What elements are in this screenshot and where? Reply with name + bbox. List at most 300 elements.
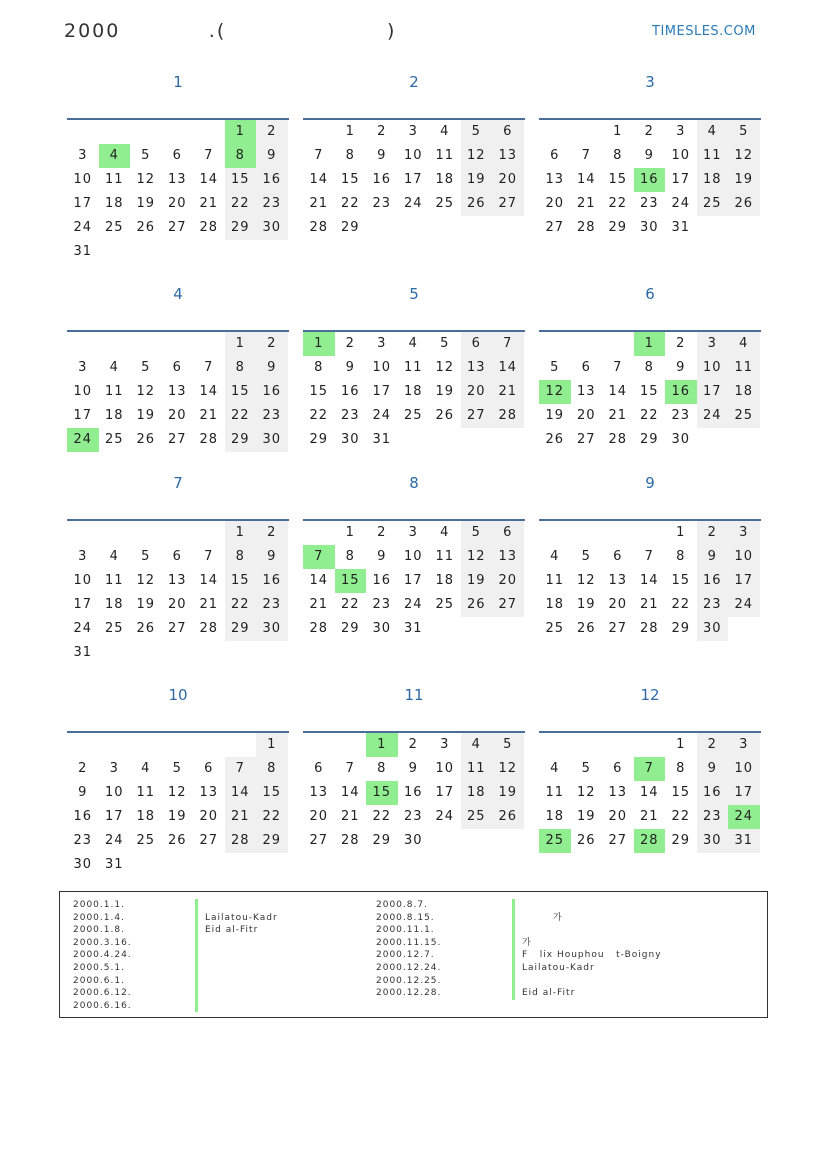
day-cell: 24: [403, 196, 423, 211]
month-table: [303, 731, 525, 853]
day-cell: 20: [492, 569, 524, 593]
empty-day-cell: [366, 216, 398, 240]
day-cell: 2: [644, 124, 654, 139]
empty-day-cell: [162, 120, 194, 144]
day-cell: 30: [372, 621, 392, 636]
holiday-name: [205, 962, 278, 975]
empty-day-cell: [225, 853, 257, 877]
day-cell: 3: [728, 733, 760, 757]
day-cell: 20: [461, 380, 493, 404]
day-cell: 22: [225, 192, 257, 216]
day-cell: 17: [728, 781, 760, 805]
day-cell: 20: [608, 597, 628, 612]
day-cell: 29: [340, 220, 360, 235]
week-row: [303, 569, 525, 593]
day-cell: 15: [639, 384, 659, 399]
day-cell: 2: [256, 332, 288, 356]
day-cell: 30: [697, 617, 729, 641]
day-cell: 26: [461, 593, 493, 617]
day-cell: 9: [377, 148, 387, 163]
week-row: [67, 733, 289, 757]
day-cell: 3: [78, 148, 88, 163]
day-cell: 11: [545, 785, 565, 800]
day-cell: 2: [697, 733, 729, 757]
day-cell: 17: [435, 785, 455, 800]
day-cell: 1: [225, 332, 257, 356]
week-row: [539, 617, 761, 641]
day-cell: 21: [309, 597, 329, 612]
day-cell: 30: [256, 428, 288, 452]
day-cell: 6: [172, 360, 182, 375]
week-row: [539, 168, 761, 192]
day-cell: 22: [225, 404, 257, 428]
day-cell: 16: [256, 168, 288, 192]
day-cell: 25: [435, 597, 455, 612]
day-cell: 13: [167, 172, 187, 187]
day-cell: 22: [256, 805, 288, 829]
day-cell: 10: [73, 384, 93, 399]
day-cell: 21: [492, 380, 524, 404]
day-cell: 21: [199, 597, 219, 612]
day-cell: 28: [340, 833, 360, 848]
day-cell: 10: [403, 148, 423, 163]
day-cell: 11: [104, 384, 124, 399]
holiday-name: F lix Houphou t-Boigny: [522, 950, 662, 961]
day-cell: 15: [256, 781, 288, 805]
month-table: [67, 330, 289, 452]
day-cell: 15: [671, 573, 691, 588]
day-cell: 30: [256, 216, 288, 240]
week-row: [539, 216, 761, 240]
day-cell: 22: [608, 196, 628, 211]
day-cell: 30: [671, 432, 691, 447]
week-row: [303, 380, 525, 404]
day-cell: 3: [697, 332, 729, 356]
holiday-date: 2000.12.25.: [376, 975, 442, 986]
day-cell: 18: [728, 380, 760, 404]
day-cell: 7: [204, 549, 214, 564]
holiday-date: 2000.1.8.: [73, 925, 125, 936]
day-cell: 2: [78, 761, 88, 776]
day-cell: 21: [576, 196, 596, 211]
empty-day-cell: [492, 829, 524, 853]
day-cell: 21: [225, 805, 257, 829]
week-row: [303, 428, 525, 452]
month-11: [303, 686, 525, 848]
day-cell: 17: [73, 196, 93, 211]
day-cell: 11: [545, 573, 565, 588]
day-cell: 17: [728, 569, 760, 593]
holiday-date: 2000.6.1.: [73, 975, 125, 986]
empty-day-cell: [571, 332, 603, 356]
day-cell: 18: [545, 809, 565, 824]
empty-day-cell: [193, 641, 225, 665]
day-cell: 22: [372, 809, 392, 824]
holiday-day-cell: 8: [225, 144, 257, 168]
day-cell: 16: [372, 172, 392, 187]
day-cell: 29: [608, 220, 628, 235]
holiday-date: 2000.3.16.: [73, 937, 132, 948]
holiday-date: 2000.8.7.: [376, 900, 428, 910]
holiday-day-cell: 24: [728, 805, 760, 829]
day-cell: 9: [408, 761, 418, 776]
holiday-name: [205, 937, 278, 950]
holiday-date: 2000.1.4.: [73, 912, 125, 923]
day-cell: 20: [167, 597, 187, 612]
month-title: 7: [173, 474, 183, 492]
holiday-day-cell: 4: [99, 144, 131, 168]
day-cell: 8: [256, 757, 288, 781]
day-cell: 5: [141, 549, 151, 564]
day-cell: 16: [372, 573, 392, 588]
day-cell: 19: [576, 809, 596, 824]
empty-day-cell: [130, 733, 162, 757]
day-cell: 19: [461, 168, 493, 192]
empty-day-cell: [728, 428, 760, 452]
day-cell: 22: [671, 597, 691, 612]
day-cell: 22: [340, 597, 360, 612]
day-cell: 15: [340, 172, 360, 187]
day-cell: 26: [461, 192, 493, 216]
day-cell: 14: [492, 356, 524, 380]
holiday-day-cell: 12: [539, 380, 571, 404]
day-cell: 5: [728, 120, 760, 144]
empty-day-cell: [162, 641, 194, 665]
empty-day-cell: [728, 617, 760, 641]
day-cell: 8: [345, 549, 355, 564]
day-cell: 7: [492, 332, 524, 356]
day-cell: 12: [435, 360, 455, 375]
month-table: [303, 330, 525, 452]
day-cell: 20: [492, 168, 524, 192]
day-cell: 30: [340, 432, 360, 447]
day-cell: 11: [104, 172, 124, 187]
day-cell: 6: [314, 761, 324, 776]
day-cell: 27: [492, 192, 524, 216]
day-cell: 14: [199, 573, 219, 588]
day-cell: 11: [728, 356, 760, 380]
day-cell: 28: [576, 220, 596, 235]
day-cell: 20: [167, 196, 187, 211]
holiday-date: 2000.6.12.: [73, 988, 132, 999]
day-cell: 27: [167, 432, 187, 447]
holiday-day-cell: 16: [665, 380, 697, 404]
empty-day-cell: [130, 240, 162, 264]
day-cell: 2: [377, 124, 387, 139]
week-row: [67, 356, 289, 380]
day-cell: 18: [697, 168, 729, 192]
day-cell: 23: [256, 593, 288, 617]
week-row: [67, 617, 289, 641]
week-row: [539, 428, 761, 452]
month-title: 12: [640, 686, 660, 704]
day-cell: 14: [608, 384, 628, 399]
month-4: [67, 285, 289, 447]
week-row: [67, 192, 289, 216]
day-cell: 30: [403, 833, 423, 848]
day-cell: 29: [309, 432, 329, 447]
week-row: [67, 829, 289, 853]
day-cell: 18: [435, 172, 455, 187]
day-cell: 10: [372, 360, 392, 375]
day-cell: 19: [461, 569, 493, 593]
day-cell: 6: [492, 120, 524, 144]
week-row: [539, 120, 761, 144]
day-cell: 17: [104, 809, 124, 824]
day-cell: 21: [608, 408, 628, 423]
week-row: [67, 545, 289, 569]
day-cell: 23: [256, 404, 288, 428]
day-cell: 23: [697, 805, 729, 829]
day-cell: 15: [309, 384, 329, 399]
week-row: [539, 332, 761, 356]
day-cell: 14: [199, 384, 219, 399]
day-cell: 10: [728, 545, 760, 569]
day-cell: 25: [545, 621, 565, 636]
day-cell: 14: [576, 172, 596, 187]
empty-day-cell: [130, 641, 162, 665]
day-cell: 3: [408, 525, 418, 540]
holiday-name: Eid al-Fitr: [522, 988, 576, 999]
day-cell: 27: [545, 220, 565, 235]
empty-day-cell: [67, 332, 99, 356]
month-title: 3: [645, 73, 655, 91]
day-cell: 6: [613, 761, 623, 776]
week-row: [67, 380, 289, 404]
month-5: [303, 285, 525, 447]
day-cell: 24: [73, 621, 93, 636]
empty-day-cell: [162, 853, 194, 877]
empty-day-cell: [256, 853, 288, 877]
day-cell: 9: [377, 549, 387, 564]
day-cell: 18: [403, 384, 423, 399]
empty-day-cell: [225, 641, 257, 665]
day-cell: 28: [608, 432, 628, 447]
day-cell: 11: [461, 757, 493, 781]
day-cell: 10: [73, 172, 93, 187]
holiday-name: [205, 949, 278, 962]
empty-day-cell: [99, 332, 131, 356]
empty-day-cell: [162, 240, 194, 264]
holiday-date: 2000.11.1.: [376, 925, 435, 936]
day-cell: 7: [644, 549, 654, 564]
day-cell: 24: [697, 404, 729, 428]
holiday-name: [205, 899, 278, 912]
day-cell: 8: [225, 356, 257, 380]
day-cell: 17: [73, 597, 93, 612]
day-cell: 7: [204, 148, 214, 163]
day-cell: 5: [461, 521, 493, 545]
day-cell: 23: [372, 196, 392, 211]
day-cell: 10: [403, 549, 423, 564]
month-10: [67, 686, 289, 872]
day-cell: 29: [671, 833, 691, 848]
day-cell: 23: [639, 196, 659, 211]
day-cell: 14: [639, 573, 659, 588]
day-cell: 5: [581, 761, 591, 776]
day-cell: 20: [199, 809, 219, 824]
day-cell: 25: [697, 192, 729, 216]
day-cell: 2: [345, 336, 355, 351]
day-cell: 20: [608, 809, 628, 824]
week-row: [303, 168, 525, 192]
empty-day-cell: [429, 428, 461, 452]
day-cell: 4: [109, 549, 119, 564]
day-cell: 10: [435, 761, 455, 776]
empty-day-cell: [193, 733, 225, 757]
day-cell: 14: [199, 172, 219, 187]
day-cell: 8: [644, 360, 654, 375]
week-row: [539, 380, 761, 404]
empty-day-cell: [697, 428, 729, 452]
day-cell: 23: [340, 408, 360, 423]
empty-day-cell: [539, 120, 571, 144]
day-cell: 12: [136, 573, 156, 588]
week-row: [303, 805, 525, 829]
day-cell: 3: [440, 737, 450, 752]
holiday-name: Eid al-Fitr: [205, 925, 259, 936]
day-cell: 7: [225, 757, 257, 781]
day-cell: 15: [225, 380, 257, 404]
day-cell: 15: [671, 785, 691, 800]
day-cell: 29: [225, 428, 257, 452]
week-row: [303, 192, 525, 216]
week-row: [539, 521, 761, 545]
empty-day-cell: [571, 120, 603, 144]
day-cell: 4: [440, 124, 450, 139]
day-cell: 4: [550, 761, 560, 776]
empty-day-cell: [193, 332, 225, 356]
day-cell: 13: [167, 384, 187, 399]
day-cell: 23: [697, 593, 729, 617]
empty-day-cell: [461, 617, 493, 641]
day-cell: 28: [199, 220, 219, 235]
day-cell: 20: [309, 809, 329, 824]
holiday-name: Lailatou-Kadr: [205, 912, 278, 923]
month-8: [303, 474, 525, 636]
day-cell: 18: [545, 597, 565, 612]
day-cell: 15: [225, 569, 257, 593]
day-cell: 16: [73, 809, 93, 824]
day-cell: 18: [461, 781, 493, 805]
empty-day-cell: [492, 428, 524, 452]
day-cell: 27: [608, 621, 628, 636]
day-cell: 11: [403, 360, 423, 375]
day-cell: 5: [492, 733, 524, 757]
day-cell: 21: [199, 408, 219, 423]
day-cell: 13: [608, 785, 628, 800]
day-cell: 18: [104, 408, 124, 423]
empty-day-cell: [193, 120, 225, 144]
day-cell: 6: [172, 549, 182, 564]
day-cell: 22: [225, 593, 257, 617]
holiday-list: [59, 891, 768, 1018]
day-cell: 12: [728, 144, 760, 168]
day-cell: 1: [345, 525, 355, 540]
day-cell: 1: [256, 733, 288, 757]
day-cell: 4: [461, 733, 493, 757]
empty-day-cell: [256, 240, 288, 264]
day-cell: 19: [136, 408, 156, 423]
day-cell: 26: [136, 621, 156, 636]
day-cell: 21: [199, 196, 219, 211]
holiday-marker-left: [195, 899, 198, 1012]
day-cell: 22: [309, 408, 329, 423]
day-cell: 25: [728, 404, 760, 428]
holiday-day-cell: 15: [335, 569, 367, 593]
week-row: [303, 829, 525, 853]
empty-day-cell: [99, 641, 131, 665]
day-cell: 7: [314, 148, 324, 163]
site-logo[interactable]: TIMESLES.COM: [652, 24, 756, 39]
month-title: 11: [404, 686, 424, 704]
holiday-date: 2000.6.16.: [73, 1000, 132, 1011]
day-cell: 17: [697, 380, 729, 404]
month-table: [67, 519, 289, 665]
month-table: [303, 519, 525, 641]
day-cell: 13: [167, 573, 187, 588]
day-cell: 30: [73, 857, 93, 872]
day-cell: 13: [199, 785, 219, 800]
day-cell: 13: [461, 356, 493, 380]
day-cell: 30: [256, 617, 288, 641]
day-cell: 26: [492, 805, 524, 829]
holiday-day-cell: 28: [634, 829, 666, 853]
week-row: [539, 805, 761, 829]
day-cell: 19: [136, 597, 156, 612]
empty-day-cell: [429, 829, 461, 853]
empty-day-cell: [67, 733, 99, 757]
day-cell: 23: [256, 192, 288, 216]
day-cell: 13: [608, 573, 628, 588]
day-cell: 19: [576, 597, 596, 612]
day-cell: 8: [345, 148, 355, 163]
empty-day-cell: [130, 853, 162, 877]
week-row: [67, 168, 289, 192]
day-cell: 14: [340, 785, 360, 800]
holiday-day-cell: 7: [634, 757, 666, 781]
day-cell: 27: [199, 833, 219, 848]
day-cell: 21: [639, 597, 659, 612]
day-cell: 5: [172, 761, 182, 776]
day-cell: 17: [372, 384, 392, 399]
week-row: [67, 144, 289, 168]
day-cell: 24: [435, 809, 455, 824]
week-row: [67, 428, 289, 452]
day-cell: 2: [377, 525, 387, 540]
day-cell: 2: [256, 120, 288, 144]
day-cell: 15: [608, 172, 628, 187]
empty-day-cell: [571, 521, 603, 545]
empty-day-cell: [193, 521, 225, 545]
day-cell: 18: [136, 809, 156, 824]
day-cell: 24: [728, 593, 760, 617]
day-cell: 9: [697, 757, 729, 781]
empty-day-cell: [571, 733, 603, 757]
day-cell: 10: [728, 757, 760, 781]
day-cell: 26: [576, 621, 596, 636]
month-table: [539, 519, 761, 641]
day-cell: 17: [403, 573, 423, 588]
empty-day-cell: [602, 733, 634, 757]
empty-day-cell: [162, 733, 194, 757]
month-table: [67, 118, 289, 264]
day-cell: 30: [639, 220, 659, 235]
week-row: [539, 781, 761, 805]
day-cell: 16: [697, 569, 729, 593]
day-cell: 13: [545, 172, 565, 187]
holiday-day-cell: 15: [366, 781, 398, 805]
